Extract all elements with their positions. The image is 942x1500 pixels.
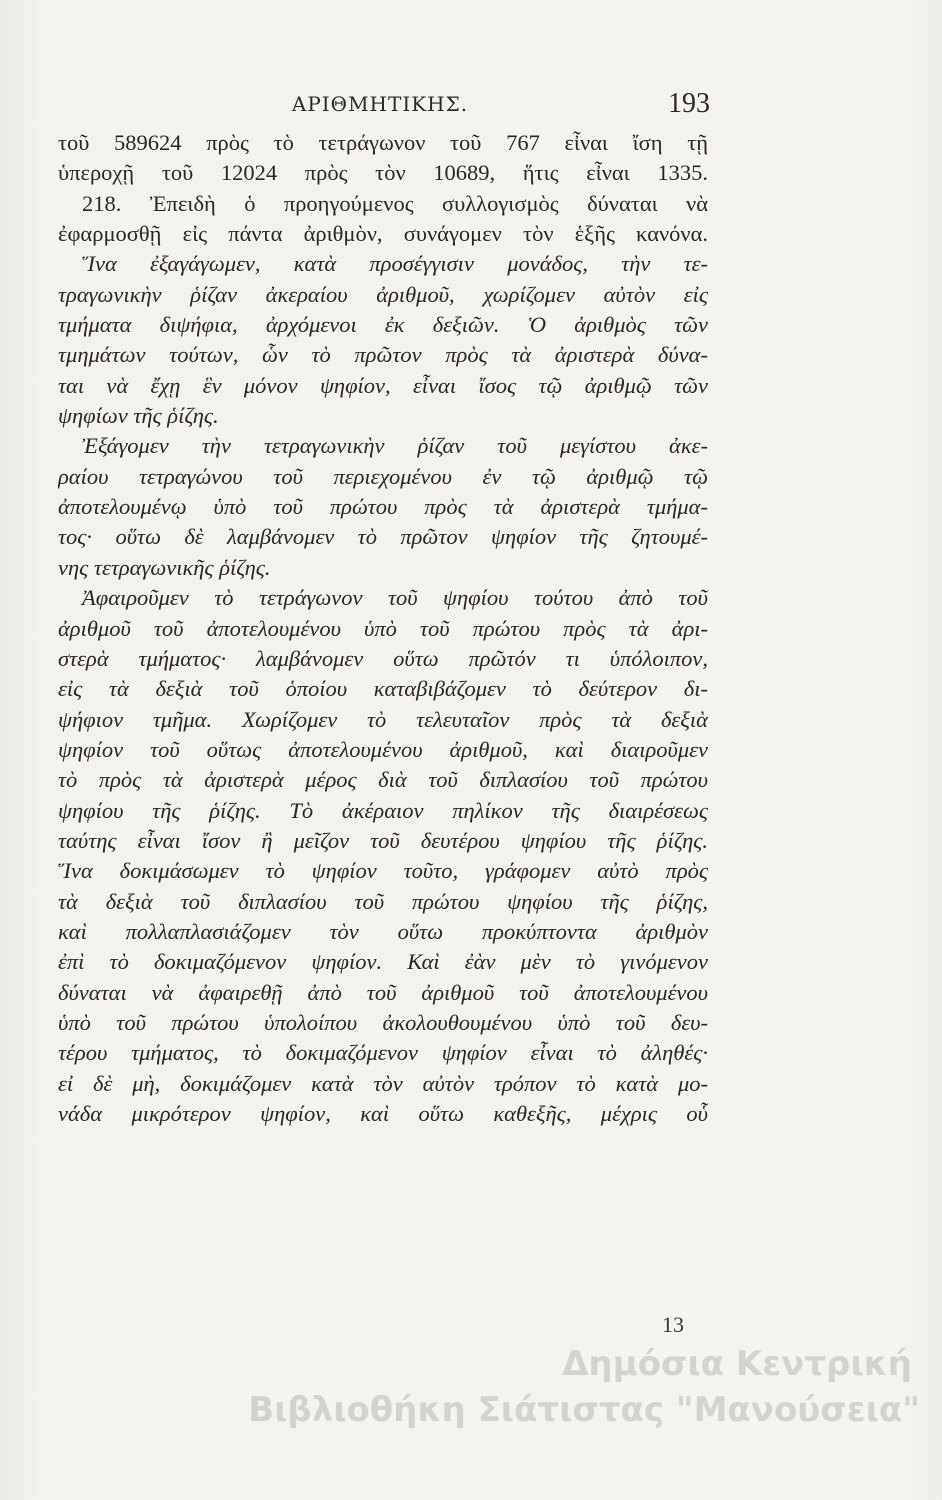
page-header [50, 88, 710, 128]
text-line: ταύτης εἶναι ἴσον ἢ μεῖζον τοῦ δευτέρου ψηφίου τῆς ῥίζης. [58, 827, 708, 853]
text-line: τμημάτων τούτων, ὧν τὸ πρῶτον πρὸς τὰ ἀριστερὰ δύνα- [58, 342, 708, 368]
text-line: νης τετραγωνικῆς ῥίζης. [58, 554, 271, 580]
text-line: τοῦ 589624 πρὸς τὸ τετράγωνον τοῦ 767 εἶναι ἴση τῇ [58, 130, 708, 155]
text-line: 218. Ἐπειδὴ ὁ προηγούμενος συλλογισμὸς δύναται νὰ [82, 190, 708, 216]
signature-mark: 13 [662, 1312, 684, 1337]
library-watermark [180, 1344, 940, 1430]
text-line: δύναται νὰ ἀφαιρεθῇ ἀπὸ τοῦ ἀριθμοῦ τοῦ ἀποτελουμένου [58, 979, 708, 1005]
text-line: ψηφίον τοῦ οὕτως ἀποτελουμένου ἀριθμοῦ, καὶ διαιροῦμεν [58, 736, 708, 762]
text-line: τέρου τμήματος, τὸ δοκιμαζόμενον ψηφίον εἶναι τὸ ἀληθές· [58, 1040, 708, 1066]
body-text [58, 128, 708, 1129]
text-line: Ἐξάγομεν τὴν τετραγωνικὴν ῥίζαν τοῦ μεγίστου ἀκε- [82, 433, 708, 459]
text-line: νάδα μικρότερον ψηφίον, καὶ οὕτω καθεξῆς, μέχρις οὗ [58, 1101, 708, 1126]
text-line: ται νὰ ἔχῃ ἓν μόνον ψηφίον, εἶναι ἴσος τῷ ἀριθμῷ τῶν [58, 372, 708, 398]
text-line: ψηφίου τῆς ῥίζης. Τὸ ἀκέραιον πηλίκον τῆς διαιρέσεως [58, 797, 708, 823]
text-line: ἀριθμοῦ τοῦ ἀποτελουμένου ὑπὸ τοῦ πρώτου πρὸς τὰ ἀρι- [58, 615, 708, 641]
text-line: Ἵνα ἐξαγάγωμεν, κατὰ προσέγγισιν μονάδος, τὴν τε- [82, 251, 708, 277]
text-line: τος· οὕτω δὲ λαμβάνομεν τὸ πρῶτον ψηφίον τῆς ζητουμέ- [58, 524, 708, 550]
running-head: ΑΡΙΘΜΗΤΙΚΗΣ. [291, 92, 469, 116]
text-line: στερὰ τμήματος· λαμβάνομεν οὕτω πρῶτόν τι ὑπόλοιπον, [58, 645, 708, 671]
text-line: ὑπεροχῇ τοῦ 12024 πρὸς τὸν 10689, ἥτις εἶναι 1335. [58, 160, 708, 186]
text-line: ἀποτελουμένῳ ὑπὸ τοῦ πρώτου πρὸς τὰ ἀριστερὰ τμήμα- [58, 494, 708, 520]
text-line: εἰς τὰ δεξιὰ τοῦ ὁποίου καταβιβάζομεν τὸ δεύτερον δι- [58, 676, 708, 702]
watermark-line-2: Βιβλιοθήκη Σιάτιστας "Μανούσεια" [248, 1390, 920, 1430]
text-line: τὸ πρὸς τὰ ἀριστερὰ μέρος διὰ τοῦ διπλασίου τοῦ πρώτου [58, 767, 708, 793]
text-line: ἐφαρμοσθῇ εἰς πάντα ἀριθμὸν, συνάγομεν τὸν ἑξῆς κανόνα. [58, 221, 708, 247]
text-line: τραγωνικὴν ῥίζαν ἀκεραίου ἀριθμοῦ, χωρίζομεν αὐτὸν εἰς [58, 281, 708, 307]
text-line: ἐπὶ τὸ δοκιμαζόμενον ψηφίον. Καὶ ἐὰν μὲν τὸ γινόμενον [58, 949, 708, 975]
text-line: εἰ δὲ μὴ, δοκιμάζομεν κατὰ τὸν αὐτὸν τρόπον τὸ κατὰ μο- [58, 1070, 708, 1096]
text-line: Ἵνα δοκιμάσωμεν τὸ ψηφίον τοῦτο, γράφομεν αὐτὸ πρὸς [58, 858, 708, 884]
text-line: ραίου τετραγώνου τοῦ περιεχομένου ἐν τῷ ἀριθμῷ τῷ [58, 463, 708, 489]
watermark-line-1: Δημόσια Κεντρική [562, 1344, 912, 1384]
text-line: καὶ πολλαπλασιάζομεν τὸν οὕτω προκύπτοντα ἀριθμὸν [58, 918, 708, 944]
text-line: Ἀφαιροῦμεν τὸ τετράγωνον τοῦ ψηφίου τούτου ἀπὸ τοῦ [82, 585, 708, 611]
text-line: ψήφιον τμῆμα. Χωρίζομεν τὸ τελευταῖον πρὸς τὰ δεξιὰ [58, 706, 708, 732]
text-line: ὑπὸ τοῦ πρώτου ὑπολοίπου ἀκολουθουμένου ὑπὸ τοῦ δευ- [58, 1009, 708, 1035]
text-line: ψηφίων τῆς ῥίζης. [58, 403, 219, 429]
text-line: τμήματα διψήφια, ἀρχόμενοι ἐκ δεξιῶν. Ὁ ἀριθμὸς τῶν [58, 312, 708, 338]
page-number: 193 [668, 88, 710, 119]
text-line: τὰ δεξιὰ τοῦ διπλασίου τοῦ πρώτου ψηφίου τῆς ῥίζης, [58, 888, 708, 914]
